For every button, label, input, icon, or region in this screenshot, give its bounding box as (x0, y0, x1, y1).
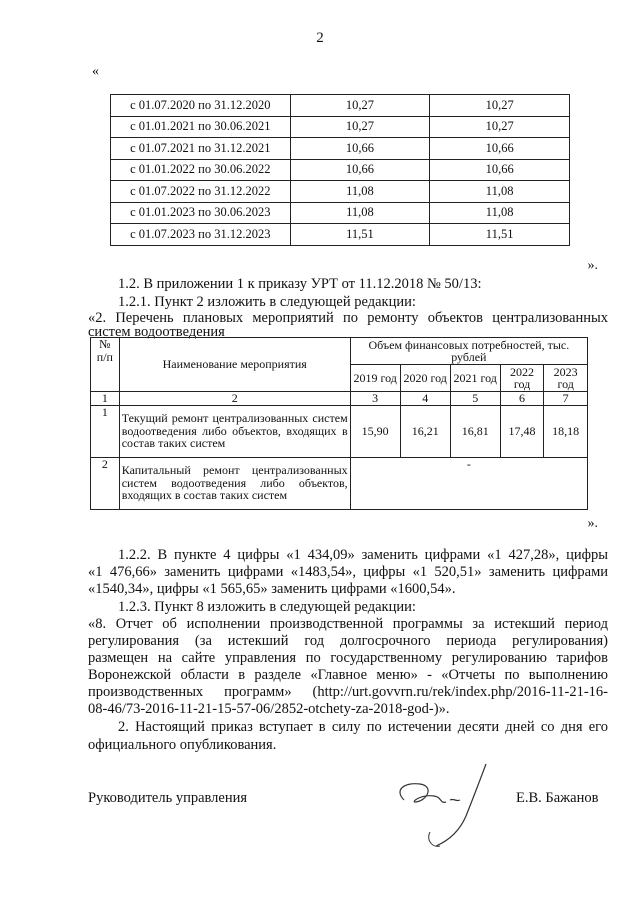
tariff-period: с 01.07.2021 по 31.12.2021 (111, 138, 291, 160)
close-quote-2: ». (587, 516, 598, 531)
para-2-line-2: официального опубликования. (88, 737, 277, 753)
row1-value: 18,18 (544, 405, 588, 457)
tariff-value-2: 10,66 (430, 159, 570, 181)
header-name: Наименование мероприятия (119, 338, 350, 392)
page-number: 2 (316, 30, 324, 46)
col-index: 2 (119, 392, 350, 406)
close-quote-1: ». (587, 258, 598, 273)
tariff-value-1: 11,08 (290, 202, 430, 224)
tariff-row (111, 95, 570, 117)
tariff-period: с 01.07.2020 по 31.12.2020 (111, 95, 291, 117)
tariff-value-1: 11,08 (290, 181, 430, 203)
para-8-line-2: регулирования (за истекший год долгосрочного периода регулирования) (88, 633, 608, 649)
tariff-row (111, 181, 570, 203)
col-index: 7 (544, 392, 588, 406)
year-2021: 2021 год (450, 365, 500, 392)
year-2022: 2022 год (500, 365, 544, 392)
header-volume: Объем финансовых потребностей, тыс. рублей (350, 338, 587, 365)
tariff-value-2: 11,08 (430, 181, 570, 203)
row1-value: 15,90 (350, 405, 400, 457)
signer-title: Руководитель управления (88, 790, 248, 806)
tariff-value-2: 10,66 (430, 138, 570, 160)
tariff-row (111, 116, 570, 138)
tariff-period: с 01.07.2022 по 31.12.2022 (111, 181, 291, 203)
para-8-line-5: производственных программ» (http://urt.govvrn.ru/rek/index.php/2016-11-21-16- (88, 684, 608, 700)
para-8-line-1: «8. Отчет об исполнении производственной программы за истекший период (88, 616, 608, 632)
header-num: № п/п (91, 338, 120, 392)
row2-name: Капитальный ремонт централизованных систем водоотведения либо объектов, входящих в состав таких систем (119, 457, 350, 509)
tariff-period: с 01.01.2022 по 30.06.2022 (111, 159, 291, 181)
tariff-row (111, 138, 570, 160)
handwritten-signature (390, 760, 500, 850)
para-8-line-6: 08-46/73-2016-11-21-15-57-06/2852-otchety-za-2018-god-)». (88, 701, 450, 717)
row1-name: Текущий ремонт централизованных систем водоотведения либо объектов, входящих в состав таких систем (119, 405, 350, 457)
para-8-line-4: Воронежской области в разделе «Главное меню» - «Отчеты по выполнению (88, 667, 608, 683)
tariff-value-1: 10,66 (290, 159, 430, 181)
row2-num: 2 (91, 457, 120, 509)
open-quote: « (92, 64, 99, 79)
col-index: 4 (400, 392, 450, 406)
row2-value: - (350, 457, 587, 509)
tariff-period: с 01.01.2023 по 30.06.2023 (111, 202, 291, 224)
tariff-row (111, 224, 570, 246)
row1-num: 1 (91, 405, 120, 457)
year-2020: 2020 год (400, 365, 450, 392)
col-index: 5 (450, 392, 500, 406)
row1-value: 16,21 (400, 405, 450, 457)
year-2023: 2023 год (544, 365, 588, 392)
tariff-value-1: 10,27 (290, 116, 430, 138)
tariff-value-2: 10,27 (430, 95, 570, 117)
col-index: 3 (350, 392, 400, 406)
col-index: 6 (500, 392, 544, 406)
row1-value: 17,48 (500, 405, 544, 457)
tariff-value-1: 11,51 (290, 224, 430, 246)
tariff-value-1: 10,27 (290, 95, 430, 117)
tariff-value-2: 11,08 (430, 202, 570, 224)
repair-plan-table (90, 337, 588, 510)
col-index: 1 (91, 392, 120, 406)
tariff-period: с 01.01.2021 по 30.06.2021 (111, 116, 291, 138)
para-1-2-2-line-1: 1.2.2. В пункте 4 цифры «1 434,09» заменить цифрами «1 427,28», цифры (118, 547, 608, 563)
tariff-value-1: 10,66 (290, 138, 430, 160)
para-1-2: 1.2. В приложении 1 к приказу УРТ от 11.12.2018 № 50/13: (118, 276, 482, 292)
year-2019: 2019 год (350, 365, 400, 392)
signer-name: Е.В. Бажанов (516, 790, 599, 806)
para-1-2-2-line-3: «1540,34», цифры «1 565,65» заменить цифрами «1600,54». (88, 581, 456, 597)
para-1-2-3: 1.2.3. Пункт 8 изложить в следующей редакции: (118, 599, 416, 615)
para-2-line-1: 2. Настоящий приказ вступает в силу по истечении десяти дней со дня его (118, 719, 608, 735)
para-1-2-2-line-2: «1 476,66» заменить цифрами «1483,54», цифры «1 520,51» заменить цифрами (88, 564, 608, 580)
tariff-value-2: 10,27 (430, 116, 570, 138)
tariff-table (110, 94, 570, 246)
list-title-line-1: «2. Перечень плановых мероприятий по ремонту объектов централизованных (88, 310, 608, 326)
tariff-row (111, 202, 570, 224)
row1-value: 16,81 (450, 405, 500, 457)
tariff-row (111, 159, 570, 181)
tariff-value-2: 11,51 (430, 224, 570, 246)
para-1-2-1: 1.2.1. Пункт 2 изложить в следующей редакции: (118, 294, 416, 310)
list-title-line-2: систем водоотведения (88, 324, 225, 340)
para-8-line-3: размещен на сайте управления по государственному регулированию тарифов (88, 650, 608, 666)
tariff-period: с 01.07.2023 по 31.12.2023 (111, 224, 291, 246)
